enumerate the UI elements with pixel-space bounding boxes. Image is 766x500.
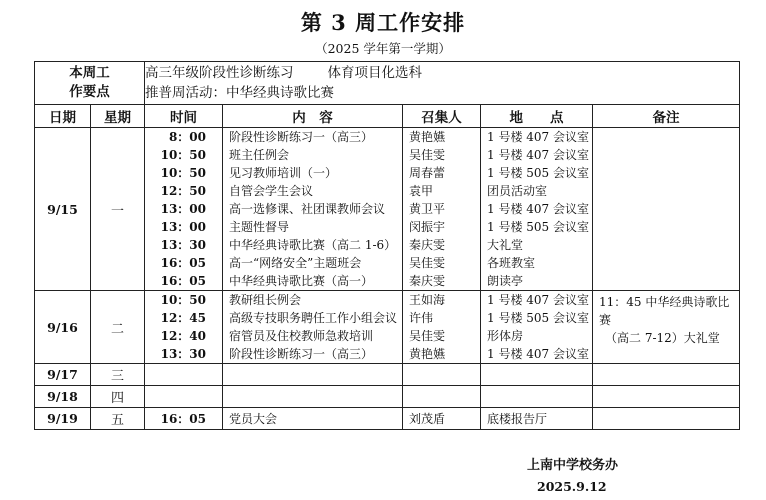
weekday-cell: 一: [91, 128, 145, 291]
issuing-office: 上南中学校务办: [527, 458, 619, 473]
location-list: 1 号楼 407 会议室 1 号楼 407 会议室 1 号楼 505 会议室 团员活动室 1 号楼 407 会议室 1 号楼 505 会议室 大礼堂 各班教室 朗读亭: [481, 128, 593, 291]
day-row-thu: [35, 386, 740, 408]
col-header-location: 地 点: [481, 105, 593, 128]
col-header-convener: 召集人: [403, 105, 481, 128]
content-list: 阶段性诊断练习一（高三） 班主任例会 见习教师培训（一） 自管会学生会议 高一选修课、社团课教师会议 主题性督导 中华经典诗歌比赛（高二 1-6） 高一“网络安全”主题班会 中华经典诗歌比赛（高一）: [223, 128, 403, 291]
day-row-mon: [35, 128, 740, 291]
col-header-weekday: 星期: [91, 105, 145, 128]
page-title: 第 3 周工作安排: [300, 10, 466, 35]
weekday-cell: 五: [91, 408, 145, 430]
content-list: 教研组长例会 高级专技职务聘任工作小组会议 宿管员及住校教师急救培训 阶段性诊断练习一（高三）: [223, 291, 403, 364]
key-point-3: 推普周活动：中华经典诗歌比赛: [145, 85, 334, 101]
location-list: 1 号楼 407 会议室 1 号楼 505 会议室 形体房 1 号楼 407 会议室: [481, 291, 593, 364]
date-cell: 9/17: [35, 364, 91, 386]
day-row-wed: [35, 364, 740, 386]
convener-list: 王如海 许伟 吴佳雯 黄艳嬿: [403, 291, 481, 364]
col-header-content: 内 容: [223, 105, 403, 128]
day-row-tue: [35, 291, 740, 364]
weekday-cell: 四: [91, 386, 145, 408]
date-cell: 9/16: [35, 291, 91, 364]
content-cell: 党员大会: [223, 408, 403, 430]
column-header-row: [35, 105, 740, 128]
notes-cell: [593, 408, 740, 430]
date-cell: 9/19: [35, 408, 91, 430]
convener-list: 黄艳嬿 吴佳雯 周春蕾 袁甲 黄卫平 闵振宇 秦庆雯 吴佳雯 秦庆雯: [403, 128, 481, 291]
note-line: （高二 7-12）大礼堂: [605, 331, 720, 345]
notes-cell: [593, 128, 740, 291]
col-header-time: 时间: [145, 105, 223, 128]
issue-date: 2025.9.12: [537, 479, 607, 494]
key-points-content: [145, 62, 740, 105]
time-list: 10：50 12：45 12：40 13：30: [145, 291, 223, 364]
date-cell: 9/15: [35, 128, 91, 291]
day-row-fri: [35, 408, 740, 430]
weekday-cell: 二: [91, 291, 145, 364]
key-point-2: 体育项目化选科: [327, 65, 422, 81]
key-points-label: 本周工 作要点: [35, 62, 145, 105]
convener-cell: 刘茂盾: [403, 408, 481, 430]
note-line: 11：45 中华经典诗歌比赛: [599, 295, 730, 327]
col-header-date: 日期: [35, 105, 91, 128]
col-header-notes: 备注: [593, 105, 740, 128]
semester-subtitle: （2025 学年第一学期）: [315, 41, 451, 56]
key-points-row: [35, 62, 740, 105]
weekday-cell: 三: [91, 364, 145, 386]
time-cell: 16：05: [145, 408, 223, 430]
time-list: 8：00 10：50 10：50 12：50 13：00 13：00 13：30 16：05 16：05: [145, 128, 223, 291]
key-point-1: 高三年级阶段性诊断练习: [145, 65, 294, 81]
date-cell: 9/18: [35, 386, 91, 408]
schedule-table: [34, 61, 740, 430]
location-cell: 底楼报告厅: [481, 408, 593, 430]
notes-cell: [593, 291, 740, 364]
